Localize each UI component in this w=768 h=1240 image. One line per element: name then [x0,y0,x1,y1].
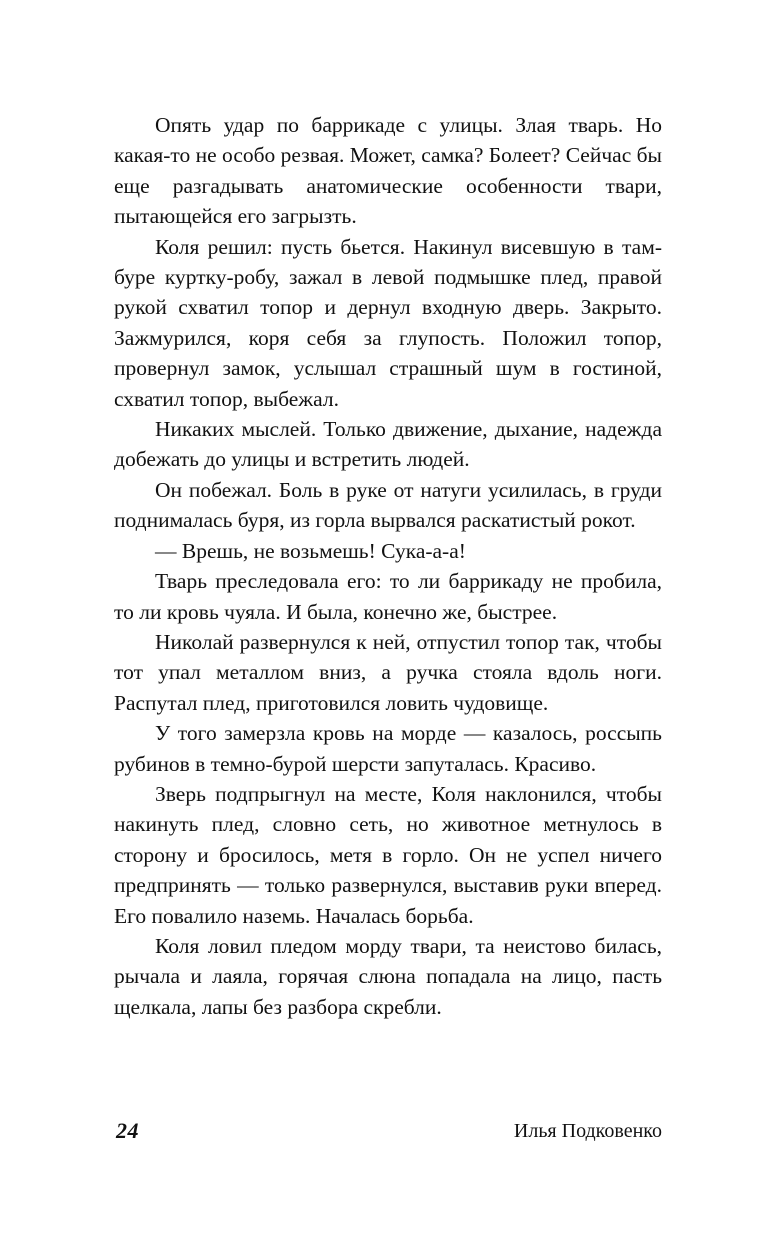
paragraph-4: Он побежал. Боль в руке от натуги усилилась, в груди поднималась буря, из горла вырвался раскатистый рокот. [114,477,662,533]
paragraph-2: Коля решил: пусть бьется. Накинул висевшую в тамбуре куртку-робу, зажал в левой подмышке плед, правой рукой схватил топор и дернул входную дверь. Закрыто. Зажмурился, коря себя за глупость. Положил топор, провернул замок, услышал страшный шум в гостиной, схватил топор, выбежал. [114,234,662,411]
dialogue-line: — Врешь, не возьмешь! Сука-а-а! [155,538,466,563]
page-number: 24 [116,1118,139,1143]
paragraph-3: Никаких мыслей. Только движение, дыхание, надежда добежать до улицы и встретить людей. [114,417,662,472]
paragraph-10: Коля ловил пледом морду твари, та неистово билась, рычала и лаяла, горячая слюна попадала на лицо, пасть щелкала, лапы без разбора скребли. [114,933,662,1019]
paragraph-8: У того замерзла кровь на морде — казалось, россыпь рубинов в темно-бурой шерсти запуталась. Красиво. [114,721,662,776]
body-text [114,110,662,1022]
paragraph-9: Зверь подпрыгнул на месте, Коля наклонился, чтобы накинуть плед, словно сеть, но животное метнулось в сторону и бросилось, метя в горло. Он не успел ничего предпринять — только развернулся, выставив руки вперед. Его повалило наземь. Началась борьба. [114,781,662,928]
page-footer [114,1118,662,1148]
paragraph-7: Николай развернулся к ней, отпустил топор так, чтобы тот упал металлом вниз, а ручка стояла вдоль ноги. Распутал плед, приготовился ловить чудовище. [114,629,662,715]
paragraph-1: Опять удар по баррикаде с улицы. Злая тварь. Но какая-то не особо резвая. Может, самка? Болеет? Сейчас бы еще разгадывать анатомические особенности твари, пытающейся его загрызть. [114,113,662,229]
author-name: Илья Подковенко [513,1120,662,1142]
paragraph-6: Тварь преследовала его: то ли баррикаду не пробила, то ли кровь чуяла. И была, конечно же, быстрее. [114,569,662,624]
